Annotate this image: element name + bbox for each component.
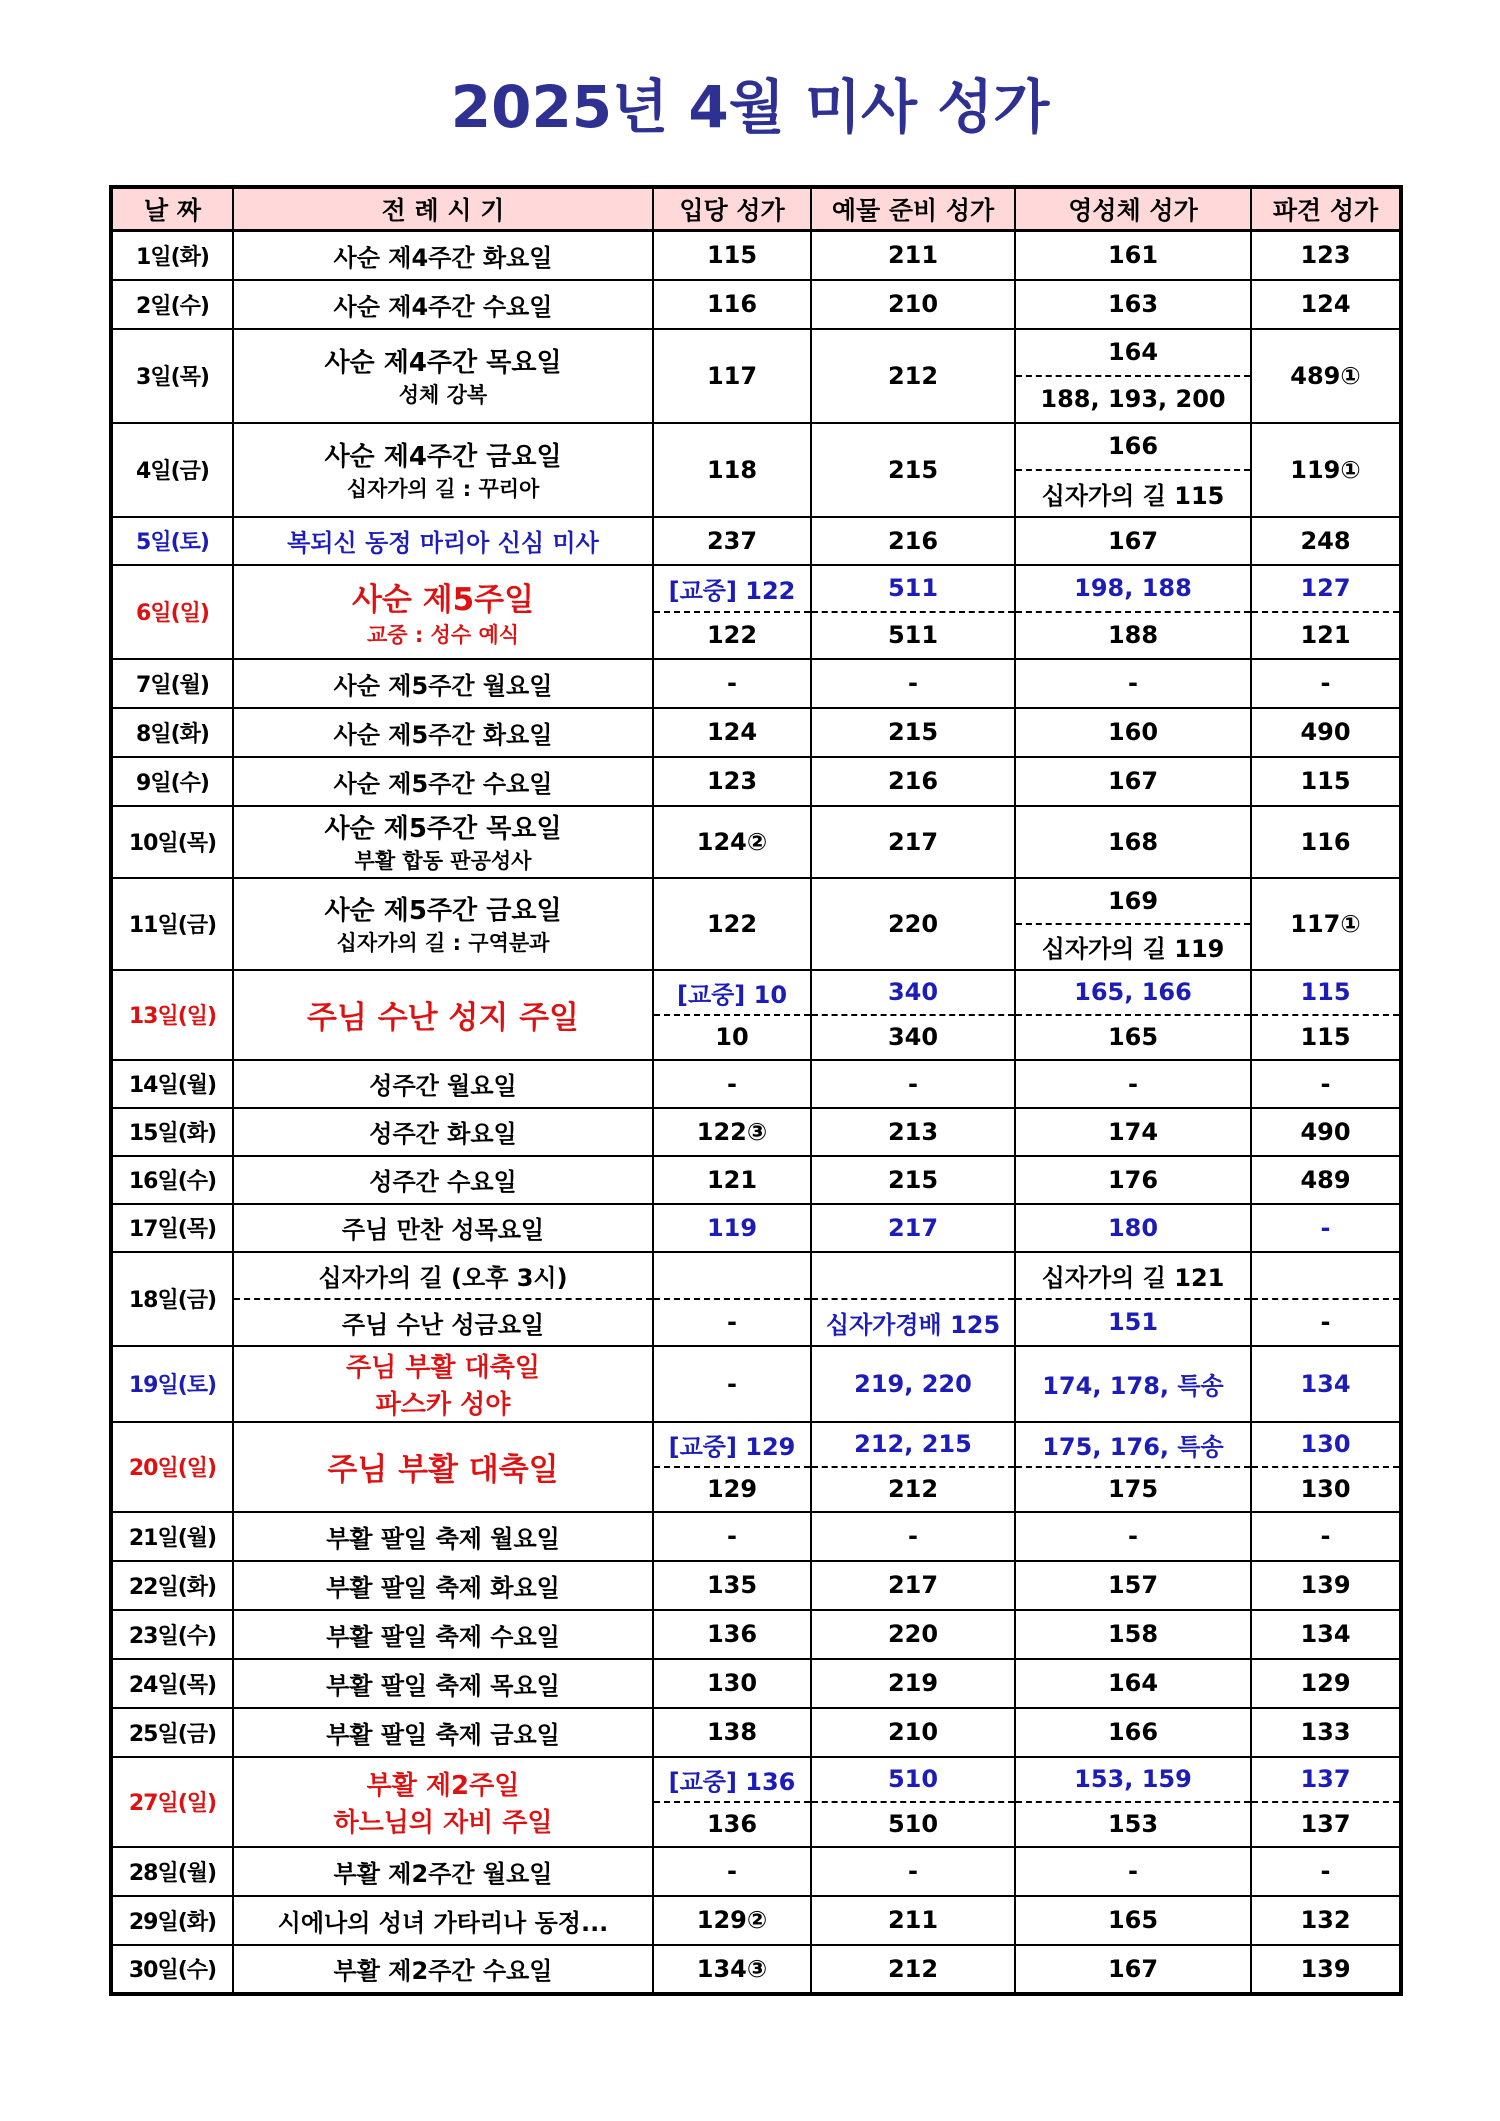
table-row: [111, 1156, 1401, 1204]
table-row: [111, 1610, 1401, 1659]
day-cell: 24일(목): [111, 1659, 233, 1708]
table-row: [111, 1512, 1401, 1561]
entrance-cell: 136: [653, 1610, 811, 1659]
communion-cell: 158: [1015, 1610, 1251, 1659]
liturgy-cell: [233, 1346, 653, 1422]
sending-cell: [1251, 1252, 1401, 1299]
offertory-cell: 220: [811, 1610, 1015, 1659]
sending-cell: -: [1251, 659, 1401, 708]
day-cell: 10일(목): [111, 806, 233, 878]
day-cell: 6일(일): [111, 565, 233, 659]
communion-cell: -: [1015, 1847, 1251, 1896]
table-header-row: [111, 187, 1401, 231]
day-cell: 5일(토): [111, 517, 233, 565]
entrance-cell: 121: [653, 1156, 811, 1204]
entrance-cell: 116: [653, 280, 811, 329]
liturgy-title: 부활 제2주일: [366, 1770, 520, 1801]
table-row: [111, 517, 1401, 565]
table-row: [111, 329, 1401, 376]
sending-cell: 116: [1251, 806, 1401, 878]
liturgy-subtitle: 십자가의 길 : 구역분과: [336, 931, 550, 955]
sending-cell: 115: [1251, 970, 1401, 1015]
liturgy-cell: 주님 수난 성금요일: [233, 1299, 653, 1346]
offertory-cell: 212: [811, 1467, 1015, 1512]
liturgy-subtitle: 성체 강복: [398, 383, 488, 407]
liturgy-subtitle: 부활 합동 판공성사: [354, 849, 532, 873]
entrance-cell: -: [653, 1060, 811, 1108]
entrance-cell: 124: [653, 708, 811, 757]
liturgy-title: 사순 제5주일: [351, 582, 535, 618]
offertory-cell: 215: [811, 1156, 1015, 1204]
liturgy-title: 주님 부활 대축일: [327, 1452, 559, 1488]
entrance-cell: 10: [653, 1015, 811, 1060]
offertory-cell: -: [811, 659, 1015, 708]
entrance-cell: [교중] 10: [653, 970, 811, 1015]
day-cell: 2일(수): [111, 280, 233, 329]
liturgy-cell: 사순 제5주간 수요일: [233, 757, 653, 806]
sending-cell: 115: [1251, 757, 1401, 806]
liturgy-cell: [233, 1422, 653, 1512]
liturgy-cell: 부활 제2주간 월요일: [233, 1847, 653, 1896]
entrance-cell: 118: [653, 423, 811, 517]
communion-cell: 167: [1015, 517, 1251, 565]
entrance-cell: 134③: [653, 1945, 811, 1994]
table-row: [111, 659, 1401, 708]
table-row: [111, 423, 1401, 470]
liturgy-cell: 부활 팔일 축제 수요일: [233, 1610, 653, 1659]
day-cell: 9일(수): [111, 757, 233, 806]
day-cell: 11일(금): [111, 878, 233, 970]
sending-cell: 489: [1251, 1156, 1401, 1204]
communion-cell: 153: [1015, 1802, 1251, 1847]
entrance-cell: [653, 1252, 811, 1299]
sending-cell: 137: [1251, 1802, 1401, 1847]
day-cell: 17일(목): [111, 1204, 233, 1252]
table-row: [111, 708, 1401, 757]
communion-cell: 174: [1015, 1108, 1251, 1156]
communion-cell: -: [1015, 1060, 1251, 1108]
table-row: [111, 1847, 1401, 1896]
offertory-cell: 212: [811, 1945, 1015, 1994]
day-cell: 27일(일): [111, 1757, 233, 1847]
liturgy-title: 사순 제5주간 금요일: [324, 896, 562, 926]
day-cell: 15일(화): [111, 1108, 233, 1156]
sending-cell: 119①: [1251, 423, 1401, 517]
day-cell: 16일(수): [111, 1156, 233, 1204]
liturgy-cell: 성주간 수요일: [233, 1156, 653, 1204]
offertory-cell: -: [811, 1847, 1015, 1896]
sending-cell: 123: [1251, 231, 1401, 280]
liturgy-title: 주님 부활 대축일: [346, 1352, 540, 1383]
entrance-cell: [교중] 136: [653, 1757, 811, 1802]
table-row: [111, 1299, 1401, 1346]
sending-cell: -: [1251, 1847, 1401, 1896]
communion-cell: 157: [1015, 1561, 1251, 1610]
liturgy-cell: [233, 423, 653, 517]
offertory-cell: 215: [811, 423, 1015, 517]
day-cell: 20일(일): [111, 1422, 233, 1512]
liturgy-cell: 부활 팔일 축제 금요일: [233, 1708, 653, 1757]
table-row: [111, 1252, 1401, 1299]
liturgy-cell: 주님 만찬 성목요일: [233, 1204, 653, 1252]
table-row: [111, 1108, 1401, 1156]
entrance-cell: -: [653, 1299, 811, 1346]
day-cell: 4일(금): [111, 423, 233, 517]
communion-cell: 168: [1015, 806, 1251, 878]
entrance-cell: 124②: [653, 806, 811, 878]
communion-cell: 167: [1015, 757, 1251, 806]
header-communion: 영성체 성가: [1015, 187, 1251, 231]
liturgy-title: 사순 제4주간 금요일: [324, 442, 562, 472]
communion-cell: 164: [1015, 1659, 1251, 1708]
liturgy-cell: [233, 970, 653, 1060]
offertory-cell: 219, 220: [811, 1346, 1015, 1422]
communion-cell: 175: [1015, 1467, 1251, 1512]
offertory-cell: 217: [811, 1561, 1015, 1610]
day-cell: 28일(월): [111, 1847, 233, 1896]
table-row: [111, 1204, 1401, 1252]
table-row: [111, 1757, 1401, 1802]
header-entrance: 입당 성가: [653, 187, 811, 231]
entrance-cell: [교중] 129: [653, 1422, 811, 1467]
offertory-cell: -: [811, 1512, 1015, 1561]
header-offertory: 예물 준비 성가: [811, 187, 1015, 231]
sending-cell: 490: [1251, 708, 1401, 757]
sending-cell: 139: [1251, 1945, 1401, 1994]
entrance-cell: 135: [653, 1561, 811, 1610]
offertory-cell: 210: [811, 280, 1015, 329]
liturgy-title: 사순 제4주간 목요일: [324, 348, 562, 378]
liturgy-cell: [233, 565, 653, 659]
communion-cell: 174, 178, 특송: [1015, 1346, 1251, 1422]
day-cell: 8일(화): [111, 708, 233, 757]
liturgy-title: 주님 수난 성지 주일: [307, 1000, 579, 1036]
entrance-cell: 237: [653, 517, 811, 565]
offertory-cell: 217: [811, 806, 1015, 878]
sending-cell: 130: [1251, 1467, 1401, 1512]
entrance-cell: 129②: [653, 1896, 811, 1945]
entrance-cell: 117: [653, 329, 811, 423]
day-cell: 25일(금): [111, 1708, 233, 1757]
communion-cell: -: [1015, 659, 1251, 708]
sending-cell: 129: [1251, 1659, 1401, 1708]
offertory-cell: 216: [811, 517, 1015, 565]
offertory-cell: 511: [811, 612, 1015, 659]
entrance-cell: -: [653, 1346, 811, 1422]
table-row: [111, 280, 1401, 329]
communion-cell: 153, 159: [1015, 1757, 1251, 1802]
liturgy-subtitle: 하느님의 자비 주일: [333, 1807, 553, 1838]
day-cell: 3일(목): [111, 329, 233, 423]
entrance-cell: 138: [653, 1708, 811, 1757]
communion-cell: 151: [1015, 1299, 1251, 1346]
header-sending: 파견 성가: [1251, 187, 1401, 231]
communion-cell: 166: [1015, 423, 1251, 470]
offertory-cell: 215: [811, 708, 1015, 757]
communion-cell: 164: [1015, 329, 1251, 376]
table-row: [111, 878, 1401, 924]
communion-cell: 160: [1015, 708, 1251, 757]
offertory-cell: 213: [811, 1108, 1015, 1156]
liturgy-subtitle: 십자가의 길 : 꾸리아: [346, 477, 540, 501]
day-cell: 14일(월): [111, 1060, 233, 1108]
table-row: [111, 565, 1401, 612]
sending-cell: 137: [1251, 1757, 1401, 1802]
table-row: [111, 231, 1401, 280]
offertory-cell: 212, 215: [811, 1422, 1015, 1467]
table-row: [111, 1422, 1401, 1467]
entrance-cell: 129: [653, 1467, 811, 1512]
liturgy-cell: 성주간 월요일: [233, 1060, 653, 1108]
sending-cell: 117①: [1251, 878, 1401, 970]
day-cell: 19일(토): [111, 1346, 233, 1422]
communion-cell: 십자가의 길 119: [1015, 924, 1251, 970]
entrance-cell: -: [653, 659, 811, 708]
liturgy-cell: [233, 329, 653, 423]
communion-cell: 163: [1015, 280, 1251, 329]
offertory-cell: 340: [811, 970, 1015, 1015]
liturgy-subtitle: 파스카 성야: [375, 1389, 511, 1420]
sending-cell: -: [1251, 1204, 1401, 1252]
day-cell: 18일(금): [111, 1252, 233, 1346]
liturgy-cell: 사순 제5주간 화요일: [233, 708, 653, 757]
table-row: [111, 757, 1401, 806]
entrance-cell: 115: [653, 231, 811, 280]
table-row: [111, 806, 1401, 878]
sending-cell: 139: [1251, 1561, 1401, 1610]
header-date: 날 짜: [111, 187, 233, 231]
offertory-cell: 511: [811, 565, 1015, 612]
hymn-table: [109, 185, 1403, 1996]
communion-cell: 169: [1015, 878, 1251, 924]
day-cell: 1일(화): [111, 231, 233, 280]
offertory-cell: 510: [811, 1802, 1015, 1847]
sending-cell: 127: [1251, 565, 1401, 612]
offertory-cell: 216: [811, 757, 1015, 806]
day-cell: 29일(화): [111, 1896, 233, 1945]
offertory-cell: 십자가경배 125: [811, 1299, 1015, 1346]
sending-cell: -: [1251, 1060, 1401, 1108]
liturgy-cell: 사순 제5주간 월요일: [233, 659, 653, 708]
sending-cell: 132: [1251, 1896, 1401, 1945]
offertory-cell: 212: [811, 329, 1015, 423]
liturgy-cell: 십자가의 길 (오후 3시): [233, 1252, 653, 1299]
entrance-cell: [교중] 122: [653, 565, 811, 612]
day-cell: 21일(월): [111, 1512, 233, 1561]
offertory-cell: 220: [811, 878, 1015, 970]
day-cell: 13일(일): [111, 970, 233, 1060]
header-liturgy: 전 례 시 기: [233, 187, 653, 231]
liturgy-cell: 시에나의 성녀 가타리나 동정...: [233, 1896, 653, 1945]
liturgy-cell: 부활 제2주간 수요일: [233, 1945, 653, 1994]
table-row: [111, 1346, 1401, 1422]
entrance-cell: 136: [653, 1802, 811, 1847]
sending-cell: 121: [1251, 612, 1401, 659]
communion-cell: 180: [1015, 1204, 1251, 1252]
offertory-cell: 211: [811, 1896, 1015, 1945]
communion-cell: -: [1015, 1512, 1251, 1561]
sending-cell: 248: [1251, 517, 1401, 565]
offertory-cell: 217: [811, 1204, 1015, 1252]
liturgy-cell: [233, 878, 653, 970]
communion-cell: 176: [1015, 1156, 1251, 1204]
sending-cell: 124: [1251, 280, 1401, 329]
communion-cell: 165: [1015, 1015, 1251, 1060]
entrance-cell: 119: [653, 1204, 811, 1252]
table-row: [111, 1561, 1401, 1610]
liturgy-cell: 사순 제4주간 화요일: [233, 231, 653, 280]
day-cell: 22일(화): [111, 1561, 233, 1610]
offertory-cell: 340: [811, 1015, 1015, 1060]
communion-cell: 198, 188: [1015, 565, 1251, 612]
page-title: 2025년 4월 미사 성가: [450, 73, 1050, 141]
liturgy-cell: 부활 팔일 축제 월요일: [233, 1512, 653, 1561]
offertory-cell: 210: [811, 1708, 1015, 1757]
sending-cell: 130: [1251, 1422, 1401, 1467]
liturgy-cell: 사순 제4주간 수요일: [233, 280, 653, 329]
offertory-cell: 510: [811, 1757, 1015, 1802]
liturgy-cell: [233, 1757, 653, 1847]
entrance-cell: 122: [653, 612, 811, 659]
communion-cell: 십자가의 길 121: [1015, 1252, 1251, 1299]
communion-cell: 166: [1015, 1708, 1251, 1757]
sending-cell: 489①: [1251, 329, 1401, 423]
entrance-cell: 130: [653, 1659, 811, 1708]
sending-cell: 134: [1251, 1610, 1401, 1659]
table-row: [111, 1060, 1401, 1108]
liturgy-cell: [233, 806, 653, 878]
communion-cell: 십자가의 길 115: [1015, 470, 1251, 517]
liturgy-cell: 부활 팔일 축제 목요일: [233, 1659, 653, 1708]
communion-cell: 175, 176, 특송: [1015, 1422, 1251, 1467]
day-cell: 23일(수): [111, 1610, 233, 1659]
entrance-cell: -: [653, 1847, 811, 1896]
offertory-cell: 219: [811, 1659, 1015, 1708]
entrance-cell: -: [653, 1512, 811, 1561]
communion-cell: 165: [1015, 1896, 1251, 1945]
table-row: [111, 1708, 1401, 1757]
communion-cell: 188, 193, 200: [1015, 376, 1251, 423]
table-row: [111, 1896, 1401, 1945]
entrance-cell: 122③: [653, 1108, 811, 1156]
offertory-cell: -: [811, 1060, 1015, 1108]
table-row: [111, 1945, 1401, 1994]
table-row: [111, 970, 1401, 1015]
liturgy-cell: 복되신 동정 마리아 신심 미사: [233, 517, 653, 565]
day-cell: 7일(월): [111, 659, 233, 708]
liturgy-cell: 부활 팔일 축제 화요일: [233, 1561, 653, 1610]
sending-cell: 115: [1251, 1015, 1401, 1060]
communion-cell: 161: [1015, 231, 1251, 280]
table-row: [111, 1659, 1401, 1708]
sending-cell: -: [1251, 1299, 1401, 1346]
liturgy-subtitle: 교중 : 성수 예식: [366, 623, 520, 647]
entrance-cell: 122: [653, 878, 811, 970]
communion-cell: 167: [1015, 1945, 1251, 1994]
offertory-cell: 211: [811, 231, 1015, 280]
liturgy-title: 사순 제5주간 목요일: [324, 814, 562, 844]
offertory-cell: [811, 1252, 1015, 1299]
entrance-cell: 123: [653, 757, 811, 806]
liturgy-cell: 성주간 화요일: [233, 1108, 653, 1156]
communion-cell: 188: [1015, 612, 1251, 659]
sending-cell: 134: [1251, 1346, 1401, 1422]
communion-cell: 165, 166: [1015, 970, 1251, 1015]
day-cell: 30일(수): [111, 1945, 233, 1994]
sending-cell: -: [1251, 1512, 1401, 1561]
sending-cell: 133: [1251, 1708, 1401, 1757]
sending-cell: 490: [1251, 1108, 1401, 1156]
